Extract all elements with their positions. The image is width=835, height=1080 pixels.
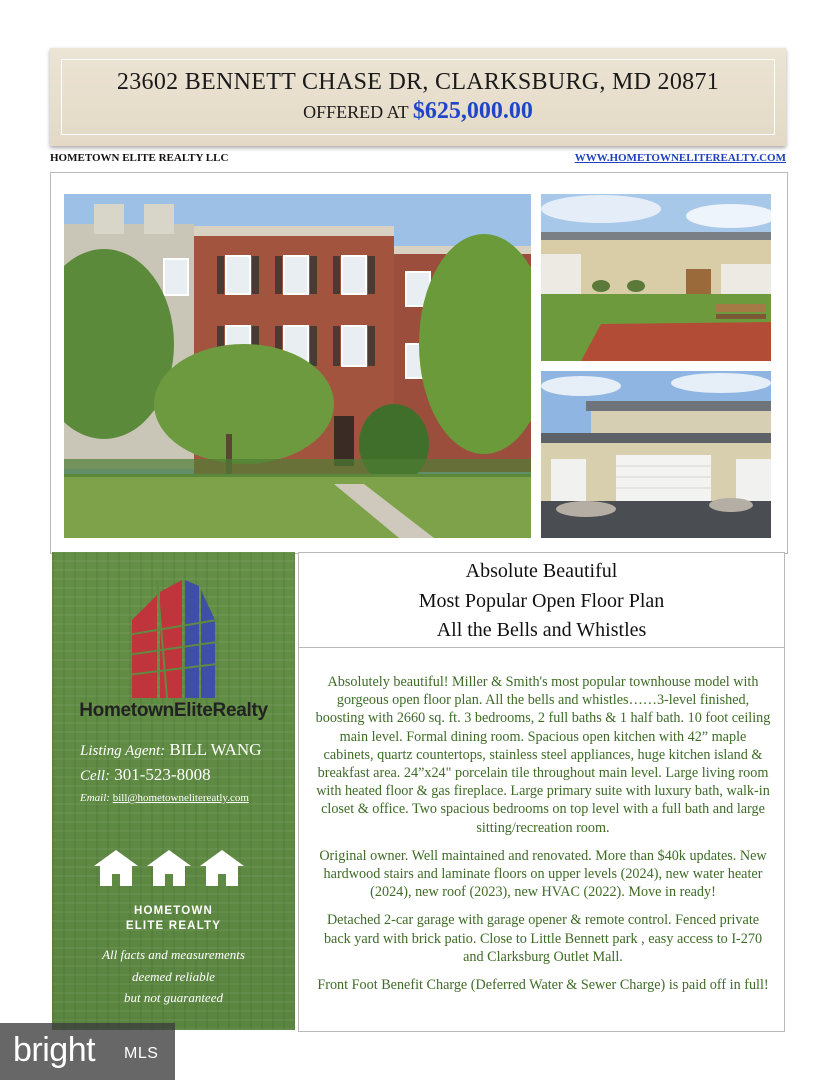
front-exterior-photo[interactable]	[64, 194, 531, 538]
headline-line1: Absolute Beautiful	[465, 560, 618, 582]
building-logo-icon	[127, 580, 217, 698]
disclaimer-line1: All facts and measurements	[102, 947, 245, 962]
company-name: HOMETOWN ELITE REALTY LLC	[50, 152, 229, 164]
email-link[interactable]: bill@hometownelitereatly.com	[112, 792, 249, 804]
description-panel	[298, 552, 785, 1032]
disclaimer	[52, 944, 295, 1009]
agent-name: BILL WANG	[165, 740, 262, 759]
description-text	[313, 673, 773, 1004]
backyard-photo[interactable]	[541, 194, 771, 361]
description-paragraph: Detached 2-car garage with garage opener & remote control. Fenced private back yard with brick patio. Close to Little Bennett park , easy access to I-270 and Clarksburg Outlet Mall.	[323, 912, 763, 965]
offered-line	[62, 98, 774, 125]
description-paragraph: Absolutely beautiful! Miller & Smith's most popular townhouse model with gorgeous open floor plan. All the bells and whistles……3-level finished, boosting with 2660 sq. ft. 3 bedrooms, 2 full baths & 1 half bath. 10 foot ceiling main level. Formal dining room. Spacious open kitchen with 42” maple cabinets, quartz countertops, stainless steel appliances, huge kitchen island & breakfast area. 24”x24" porcelain tile throughout main level. Large living room with heated floor & gas fireplace. Large primary suite with luxury bath, walk-in closet & office. Two spacious bedrooms on top level with a full bath and large sitting/recreation room.	[315, 674, 771, 836]
agent-email	[80, 792, 249, 804]
cell-number[interactable]: 301-523-8008	[110, 765, 211, 784]
hometown-text	[52, 904, 295, 934]
brand-name: HometownEliteRealty	[79, 700, 268, 721]
headline-line3: All the Bells and Whistles	[436, 619, 647, 641]
offered-label: OFFERED AT	[303, 102, 413, 122]
hometown-line2: ELITE REALTY	[125, 920, 222, 932]
hometown-line1: HOMETOWN	[133, 905, 214, 917]
description-paragraph: Front Foot Benefit Charge (Deferred Water & Sewer Charge) is paid off in full!	[317, 977, 769, 994]
listing-agent	[80, 740, 261, 760]
agent-panel	[52, 552, 295, 1030]
company-line	[50, 152, 786, 168]
listing-agent-label: Listing Agent:	[80, 743, 166, 759]
header-banner	[50, 48, 786, 146]
garage-photo[interactable]	[541, 371, 771, 538]
description-paragraph: Original owner. Well maintained and renovated. More than $40k updates. New hardwood stairs and laminate floors on upper levels (2024), new water heater (2024), new roof (2023), new HVAC (2022). Move in ready!	[319, 847, 767, 901]
bright-logo-text: bright	[13, 1031, 96, 1069]
cell-label: Cell:	[80, 768, 110, 784]
disclaimer-line2: deemed reliable	[132, 968, 215, 984]
mls-text: MLS	[124, 1045, 159, 1062]
property-address: 23602 BENNETT CHASE DR, CLARKSBURG, MD 20871	[116, 69, 720, 95]
headline-box	[299, 553, 784, 648]
disclaimer-line3: but not guaranteed	[124, 990, 223, 1005]
website-link[interactable]: WWW.HOMETOWNELITEREALTY.COM	[574, 152, 786, 164]
agent-cell	[80, 765, 211, 785]
price: $625,000.00	[412, 98, 533, 124]
houses-icon	[92, 848, 262, 888]
bright-mls-watermark	[0, 1023, 175, 1080]
email-label: Email:	[80, 792, 110, 804]
banner-border	[61, 59, 775, 135]
headline-line2: Most Popular Open Floor Plan	[418, 589, 665, 612]
photo-frame	[50, 172, 788, 554]
